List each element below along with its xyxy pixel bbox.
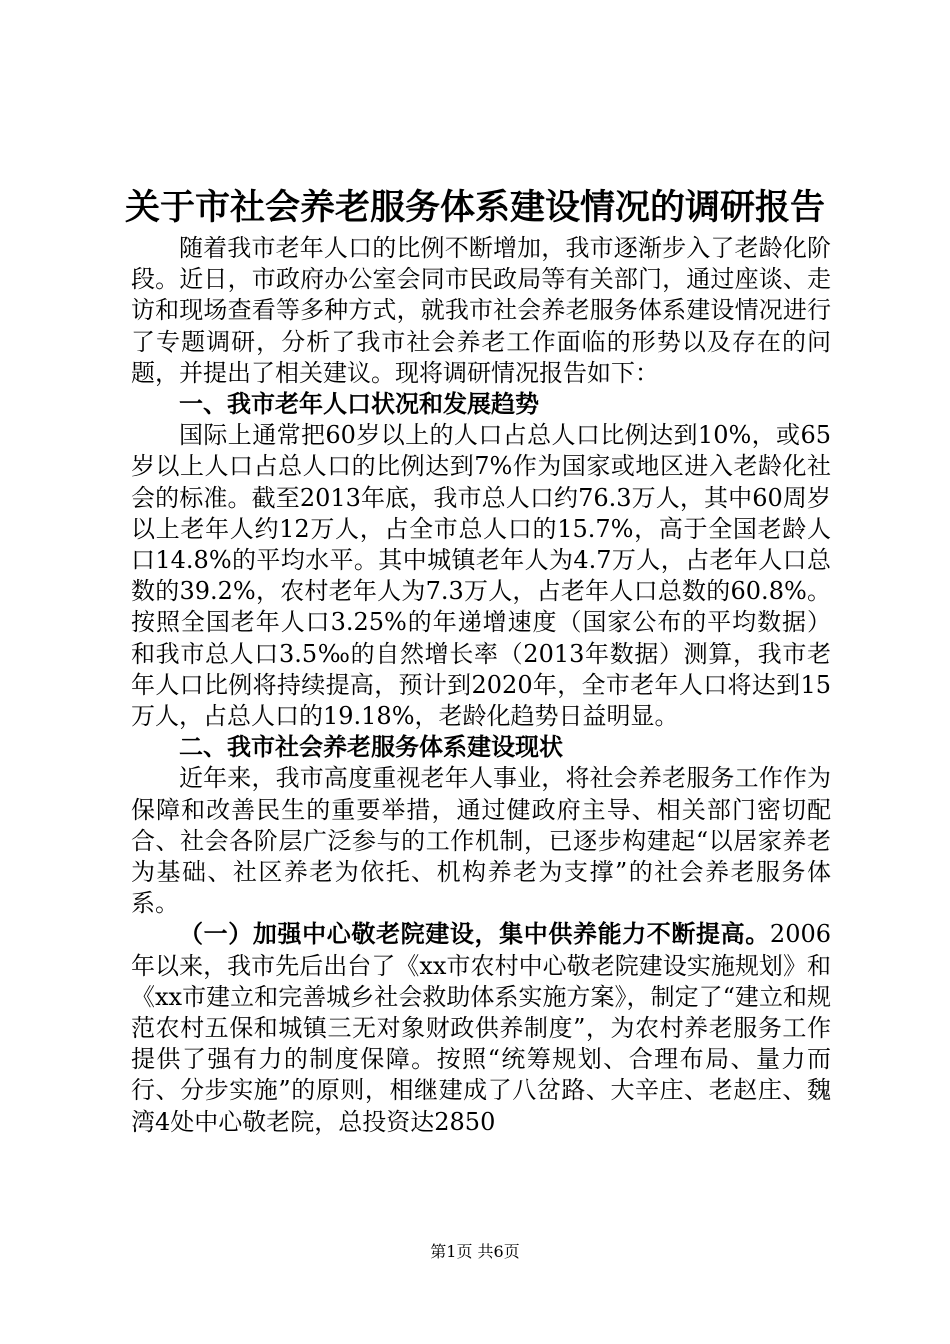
section2-heading: 二、我市社会养老服务体系建设现状 xyxy=(179,733,563,762)
document-body xyxy=(131,233,831,1138)
subsection1-text: 2006年以来，我市先后出台了《xx市农村中心敬老院建设实施规划》和《xx市建立和完善城乡社会救助体系实施方案》，制定了“建立和规范农村五保和城镇三无对象财政供养制度”，为农村养老服务工作提供了强有力的制度保障。按照“统筹规划、合理布局、量力而行、分步实施”的原则，相继建成了八岔路、大辛庄、老赵庄、魏湾4处中心敬老院，总投资达2850 xyxy=(131,920,831,1136)
intro-paragraph: 随着我市老年人口的比例不断增加，我市逐渐步入了老龄化阶段。近日，市政府办公室会同市民政局等有关部门，通过座谈、走访和现场查看等多种方式，就我市社会养老服务体系建设情况进行了专题调研，分析了我市社会养老工作面临的形势以及存在的问题，并提出了相关建议。现将调研情况报告如下： xyxy=(131,234,831,387)
subsection1-heading: （一）加强中心敬老院建设，集中供养能力不断提高。 xyxy=(179,920,770,949)
section2-paragraph: 近年来，我市高度重视老年人事业，将社会养老服务工作作为保障和改善民生的重要举措，通过健政府主导、相关部门密切配合、社会各阶层广泛参与的工作机制，已逐步构建起“以居家养老为基础、社区养老为依托、机构养老为支撑”的社会养老服务体系。 xyxy=(131,764,831,918)
document-title: 关于市社会养老服务体系建设情况的调研报告 xyxy=(124,187,825,228)
section1-paragraph: 国际上通常把60岁以上的人口占总人口比例达到10%，或65岁以上人口占总人口的比例达到7%作为国家或地区进入老龄化社会的标准。截至2013年底，我市总人口约76.3万人，其中60周岁以上老年人约12万人，占全市总人口的15.7%，高于全国老龄人口14.8%的平均水平。其中城镇老年人为4.7万人，占老年人口总数的39.2%，农村老年人为7.3万人，占老年人口总数的60.8%。按照全国老年人口3.25%的年递增速度（国家公布的平均数据）和我市总人口3.5‰的自然增长率（2013年数据）测算，我市老年人口比例将持续提高，预计到2020年，全市老年人口将达到15万人，占总人口的19.18%，老龄化趋势日益明显。 xyxy=(131,421,831,731)
subsection1-paragraph xyxy=(131,919,831,1137)
page-number-footer: 第1页 共6页 xyxy=(430,1242,520,1261)
section1-heading: 一、我市老年人口状况和发展趋势 xyxy=(179,390,539,419)
